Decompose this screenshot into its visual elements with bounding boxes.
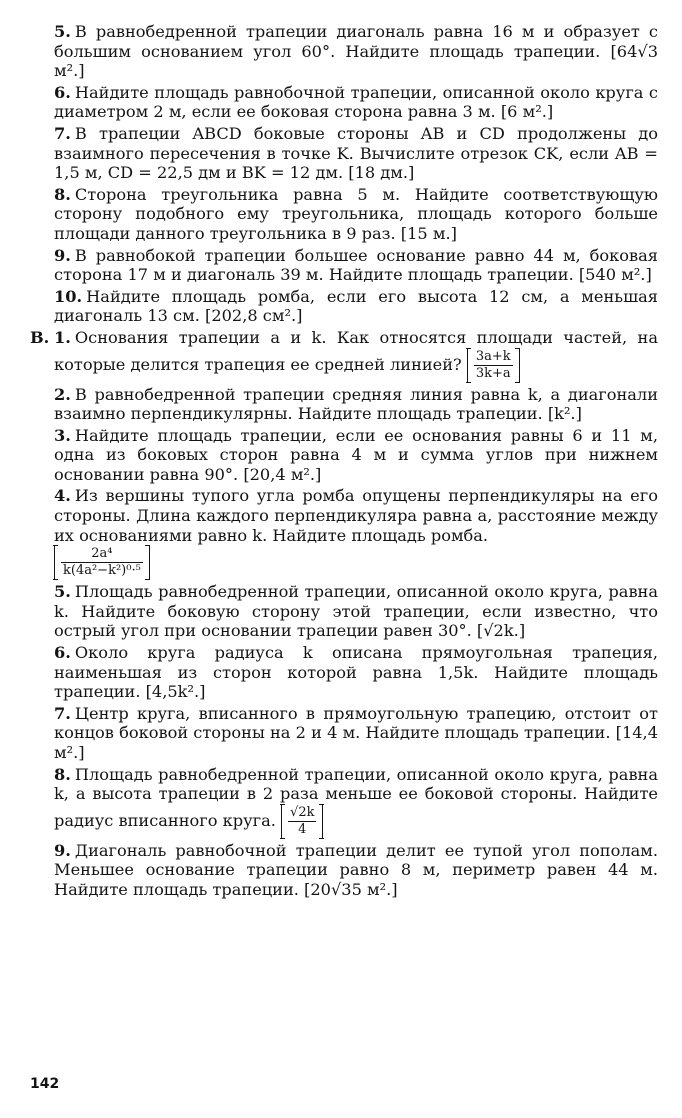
problem-list [30,22,658,902]
section-b-label: В. [30,327,50,347]
answer-bracket [54,545,150,580]
problem-a5: 5. В равнобедренной трапеции диагональ равна 16 м и образует с большим основанием угол 60°. Найдите площадь трапеции. [64√3 м².] [54,22,658,81]
problem-b9: 9. Диагональ равнобочной трапеции делит ее тупой угол пополам. Меньшее основание трапеции равно 8 м, периметр равен 44 м. Найдите площадь трапеции. [20√35 м².] [54,840,658,899]
problem-b2: 2. В равнобедренной трапеции средняя линия равна k, а диагонали взаимно перпендикулярны. Найдите площадь трапеции. [k².] [54,384,658,424]
page-number: 142 [30,1076,60,1092]
problem-a8: 8. Сторона треугольника равна 5 м. Найдите соответствующую сторону подобного ему треугольника, площадь которого больше площади данного треугольника в 9 раз. [15 м.] [54,184,658,243]
problem-b8: 8. Площадь равнобедренной трапеции, описанной около круга, равна k, а высота трапеции в 2 раза меньше ее боковой стороны. Найдите радиус вписанного круга. $\frac{√2k}{4}$ [54,764,658,837]
answer-fraction: $\frac{3a+k}{3k+a}$ [475,348,511,381]
answer-fraction: $\frac{\text{2a⁴}}{\text{k(4a²−k²)⁰·⁵}}$ [63,546,141,579]
answer-fraction: $\frac{√2k}{4}$ [290,804,315,837]
problem-b6: 6. Около круга радиуса k описана прямоугольная трапеция, наименьшая из сторон которой равна 1,5k. Найдите площадь трапеции. [4,5k².] [54,643,658,702]
problem-b4: 4. Из вершины тупого угла ромба опущены перпендикуляры на его стороны. Длина каждого перпендикуляра равна a, расстояние между их основаниями равно k. Найдите площадь ромба. $\frac{\text{2a⁴}}{\text{k(4a²−k²)⁰·⁵}}$ [54,486,658,579]
problem-a6: 6. Найдите площадь равнобочной трапеции, описанной около круга с диаметром 2 м, если ее боковая сторона равна 3 м. [6 м².] [54,82,658,122]
problem-a9: 9. В равнобокой трапеции большее основание равно 44 м, боковая сторона 17 м и диагональ 39 м. Найдите площадь трапеции. [540 м².] [54,245,658,285]
problem-a10: 10. Найдите площадь ромба, если его высота 12 см, а меньшая диагональ 13 см. [202,8 см².] [54,286,658,326]
problem-b7: 7. Центр круга, вписанного в прямоугольную трапецию, отстоит от концов боковой стороны на 2 и 4 м. Найдите площадь трапеции. [14,4 м².] [54,703,658,762]
answer-bracket [281,804,323,839]
answer-bracket [467,348,520,383]
problem-a7: 7. В трапеции ABCD боковые стороны AB и CD продолжены до взаимного пересечения в точке K. Вычислите отрезок CK, если AB = 1,5 м, CD = 22,5 дм и BK = 12 дм. [18 дм.] [54,123,658,183]
problem-b3: 3. Найдите площадь трапеции, если ее основания равны 6 и 11 м, одна из боковых сторон равна 4 м и сумма углов при нижнем основании равна 90°. [20,4 м².] [54,425,658,484]
problem-b5: 5. Площадь равнобедренной трапеции, описанной около круга, равна k. Найдите боковую сторону этой трапеции, если известно, что острый угол при основании трапеции равен 30°. [√2k.] [54,582,658,641]
problem-b1: В. 1. Основания трапеции a и k. Как относятся площади частей, на которые делится трапеция ее средней линией? $\frac{3a+k}{3k+a}$ [30,327,658,381]
